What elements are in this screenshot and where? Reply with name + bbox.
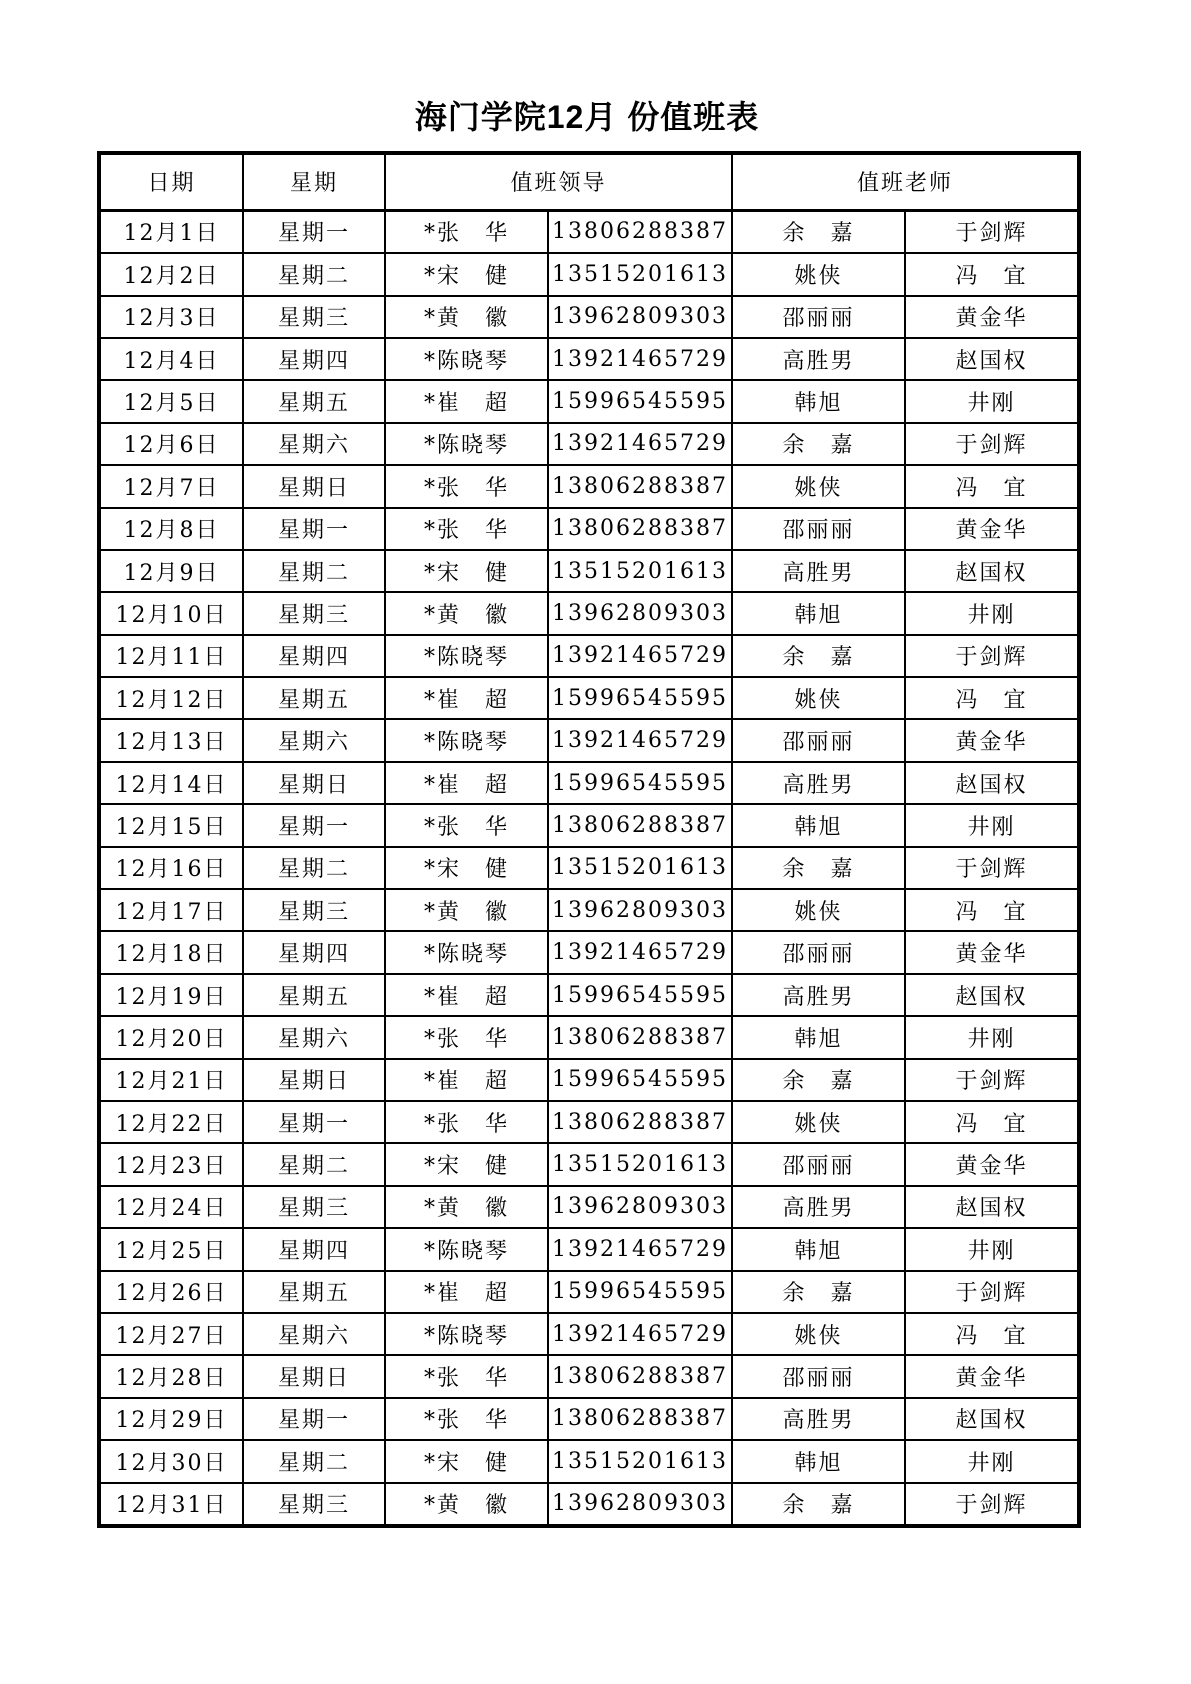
weekday-cell: 星期六 xyxy=(243,719,385,761)
table-row xyxy=(99,1143,1079,1185)
date-cell: 12月23日 xyxy=(99,1143,243,1185)
date-cell: 12月21日 xyxy=(99,1059,243,1101)
teacher2-cell: 冯 宜 xyxy=(905,465,1079,507)
leader-name-cell: *崔 超 xyxy=(385,974,548,1016)
teacher2-cell: 赵国权 xyxy=(905,550,1079,592)
teacher2-cell: 冯 宜 xyxy=(905,1313,1079,1355)
teacher1-cell: 余 嘉 xyxy=(732,1059,905,1101)
teacher1-cell: 余 嘉 xyxy=(732,1271,905,1313)
teacher1-cell: 韩旭 xyxy=(732,380,905,422)
date-cell: 12月27日 xyxy=(99,1313,243,1355)
table-row xyxy=(99,847,1079,889)
teacher2-cell: 于剑辉 xyxy=(905,1059,1079,1101)
teacher2-cell: 黄金华 xyxy=(905,1355,1079,1397)
teacher1-cell: 韩旭 xyxy=(732,592,905,634)
leader-name-cell: *张 华 xyxy=(385,508,548,550)
leader-phone-cell: 13921465729 xyxy=(548,1313,732,1355)
table-row xyxy=(99,508,1079,550)
leader-name-cell: *宋 健 xyxy=(385,1143,548,1185)
teacher2-cell: 黄金华 xyxy=(905,1143,1079,1185)
date-cell: 12月5日 xyxy=(99,380,243,422)
weekday-cell: 星期六 xyxy=(243,423,385,465)
leader-phone-cell: 13806288387 xyxy=(548,465,732,507)
teacher1-cell: 余 嘉 xyxy=(732,423,905,465)
table-row xyxy=(99,1059,1079,1101)
weekday-cell: 星期三 xyxy=(243,592,385,634)
leader-phone-cell: 13515201613 xyxy=(548,1440,732,1482)
teacher2-cell: 于剑辉 xyxy=(905,847,1079,889)
date-cell: 12月16日 xyxy=(99,847,243,889)
leader-name-cell: *黄 徽 xyxy=(385,1186,548,1228)
weekday-cell: 星期三 xyxy=(243,296,385,338)
weekday-cell: 星期二 xyxy=(243,1143,385,1185)
date-cell: 12月18日 xyxy=(99,931,243,973)
weekday-cell: 星期一 xyxy=(243,508,385,550)
date-cell: 12月12日 xyxy=(99,677,243,719)
header-weekday: 星期 xyxy=(243,153,385,211)
leader-name-cell: *宋 健 xyxy=(385,253,548,295)
header-duty-teachers: 值班老师 xyxy=(732,153,1079,211)
date-cell: 12月14日 xyxy=(99,762,243,804)
date-cell: 12月8日 xyxy=(99,508,243,550)
teacher2-cell: 于剑辉 xyxy=(905,423,1079,465)
leader-phone-cell: 13921465729 xyxy=(548,635,732,677)
weekday-cell: 星期一 xyxy=(243,210,385,253)
teacher1-cell: 邵丽丽 xyxy=(732,1143,905,1185)
teacher2-cell: 井刚 xyxy=(905,1016,1079,1058)
leader-name-cell: *张 华 xyxy=(385,210,548,253)
date-cell: 12月9日 xyxy=(99,550,243,592)
leader-phone-cell: 13962809303 xyxy=(548,889,732,931)
weekday-cell: 星期二 xyxy=(243,1440,385,1482)
leader-phone-cell: 13806288387 xyxy=(548,804,732,846)
leader-name-cell: *宋 健 xyxy=(385,550,548,592)
leader-phone-cell: 15996545595 xyxy=(548,677,732,719)
leader-phone-cell: 13515201613 xyxy=(548,550,732,592)
teacher1-cell: 韩旭 xyxy=(732,1228,905,1270)
table-row xyxy=(99,296,1079,338)
teacher1-cell: 姚侠 xyxy=(732,677,905,719)
date-cell: 12月26日 xyxy=(99,1271,243,1313)
teacher2-cell: 黄金华 xyxy=(905,719,1079,761)
weekday-cell: 星期日 xyxy=(243,1355,385,1397)
date-cell: 12月28日 xyxy=(99,1355,243,1397)
teacher1-cell: 姚侠 xyxy=(732,889,905,931)
leader-phone-cell: 13806288387 xyxy=(548,210,732,253)
leader-name-cell: *张 华 xyxy=(385,1016,548,1058)
table-row xyxy=(99,1186,1079,1228)
weekday-cell: 星期五 xyxy=(243,1271,385,1313)
leader-phone-cell: 13515201613 xyxy=(548,847,732,889)
weekday-cell: 星期五 xyxy=(243,380,385,422)
table-row xyxy=(99,592,1079,634)
table-row xyxy=(99,804,1079,846)
leader-name-cell: *张 华 xyxy=(385,804,548,846)
teacher2-cell: 黄金华 xyxy=(905,931,1079,973)
leader-name-cell: *崔 超 xyxy=(385,380,548,422)
table-row xyxy=(99,1398,1079,1440)
table-row xyxy=(99,465,1079,507)
date-cell: 12月15日 xyxy=(99,804,243,846)
date-cell: 12月1日 xyxy=(99,210,243,253)
leader-name-cell: *陈晓琴 xyxy=(385,931,548,973)
date-cell: 12月20日 xyxy=(99,1016,243,1058)
leader-phone-cell: 13806288387 xyxy=(548,1016,732,1058)
teacher1-cell: 韩旭 xyxy=(732,1440,905,1482)
teacher1-cell: 余 嘉 xyxy=(732,1483,905,1526)
date-cell: 12月17日 xyxy=(99,889,243,931)
teacher2-cell: 赵国权 xyxy=(905,338,1079,380)
teacher1-cell: 姚侠 xyxy=(732,1101,905,1143)
leader-name-cell: *陈晓琴 xyxy=(385,338,548,380)
teacher2-cell: 赵国权 xyxy=(905,1186,1079,1228)
teacher2-cell: 黄金华 xyxy=(905,296,1079,338)
leader-phone-cell: 15996545595 xyxy=(548,380,732,422)
leader-phone-cell: 13962809303 xyxy=(548,296,732,338)
weekday-cell: 星期二 xyxy=(243,253,385,295)
duty-roster-table xyxy=(97,151,1081,1528)
table-row xyxy=(99,338,1079,380)
table-row xyxy=(99,889,1079,931)
leader-name-cell: *张 华 xyxy=(385,1101,548,1143)
table-row xyxy=(99,1313,1079,1355)
leader-name-cell: *黄 徽 xyxy=(385,296,548,338)
teacher1-cell: 邵丽丽 xyxy=(732,719,905,761)
leader-name-cell: *黄 徽 xyxy=(385,1483,548,1526)
table-row xyxy=(99,423,1079,465)
table-body xyxy=(99,210,1079,1526)
weekday-cell: 星期日 xyxy=(243,762,385,804)
teacher1-cell: 邵丽丽 xyxy=(732,931,905,973)
date-cell: 12月13日 xyxy=(99,719,243,761)
header-date: 日期 xyxy=(99,153,243,211)
leader-phone-cell: 13515201613 xyxy=(548,1143,732,1185)
teacher2-cell: 井刚 xyxy=(905,1228,1079,1270)
teacher1-cell: 余 嘉 xyxy=(732,210,905,253)
leader-phone-cell: 13515201613 xyxy=(548,253,732,295)
table-row xyxy=(99,1101,1079,1143)
leader-phone-cell: 15996545595 xyxy=(548,1271,732,1313)
leader-name-cell: *张 华 xyxy=(385,1355,548,1397)
teacher1-cell: 姚侠 xyxy=(732,253,905,295)
teacher1-cell: 高胜男 xyxy=(732,1398,905,1440)
leader-phone-cell: 13806288387 xyxy=(548,1101,732,1143)
leader-name-cell: *崔 超 xyxy=(385,1271,548,1313)
teacher2-cell: 冯 宜 xyxy=(905,677,1079,719)
table-row xyxy=(99,253,1079,295)
leader-name-cell: *崔 超 xyxy=(385,1059,548,1101)
leader-name-cell: *张 华 xyxy=(385,1398,548,1440)
leader-name-cell: *陈晓琴 xyxy=(385,423,548,465)
teacher2-cell: 冯 宜 xyxy=(905,889,1079,931)
table-row xyxy=(99,762,1079,804)
teacher2-cell: 于剑辉 xyxy=(905,635,1079,677)
date-cell: 12月7日 xyxy=(99,465,243,507)
table-row xyxy=(99,1483,1079,1526)
leader-name-cell: *陈晓琴 xyxy=(385,635,548,677)
teacher2-cell: 井刚 xyxy=(905,804,1079,846)
teacher2-cell: 赵国权 xyxy=(905,762,1079,804)
weekday-cell: 星期日 xyxy=(243,1059,385,1101)
teacher1-cell: 高胜男 xyxy=(732,974,905,1016)
header-row xyxy=(99,153,1079,211)
leader-name-cell: *陈晓琴 xyxy=(385,1313,548,1355)
teacher1-cell: 姚侠 xyxy=(732,465,905,507)
teacher2-cell: 井刚 xyxy=(905,380,1079,422)
date-cell: 12月3日 xyxy=(99,296,243,338)
weekday-cell: 星期五 xyxy=(243,974,385,1016)
table-row xyxy=(99,1440,1079,1482)
date-cell: 12月29日 xyxy=(99,1398,243,1440)
teacher2-cell: 井刚 xyxy=(905,592,1079,634)
teacher1-cell: 韩旭 xyxy=(732,1016,905,1058)
leader-phone-cell: 13962809303 xyxy=(548,1186,732,1228)
teacher2-cell: 于剑辉 xyxy=(905,210,1079,253)
weekday-cell: 星期一 xyxy=(243,1101,385,1143)
leader-name-cell: *黄 徽 xyxy=(385,889,548,931)
leader-name-cell: *宋 健 xyxy=(385,1440,548,1482)
teacher1-cell: 高胜男 xyxy=(732,550,905,592)
leader-name-cell: *张 华 xyxy=(385,465,548,507)
table-row xyxy=(99,1016,1079,1058)
weekday-cell: 星期四 xyxy=(243,931,385,973)
table-row xyxy=(99,550,1079,592)
page-title: 海门学院12月 份值班表 xyxy=(414,99,760,135)
weekday-cell: 星期五 xyxy=(243,677,385,719)
date-cell: 12月19日 xyxy=(99,974,243,1016)
teacher1-cell: 高胜男 xyxy=(732,338,905,380)
table-row xyxy=(99,677,1079,719)
date-cell: 12月25日 xyxy=(99,1228,243,1270)
weekday-cell: 星期六 xyxy=(243,1016,385,1058)
leader-phone-cell: 15996545595 xyxy=(548,1059,732,1101)
table-row xyxy=(99,1271,1079,1313)
teacher1-cell: 邵丽丽 xyxy=(732,508,905,550)
leader-name-cell: *崔 超 xyxy=(385,762,548,804)
weekday-cell: 星期六 xyxy=(243,1313,385,1355)
teacher1-cell: 高胜男 xyxy=(732,762,905,804)
leader-phone-cell: 13806288387 xyxy=(548,1398,732,1440)
date-cell: 12月22日 xyxy=(99,1101,243,1143)
leader-phone-cell: 13921465729 xyxy=(548,719,732,761)
leader-phone-cell: 13921465729 xyxy=(548,1228,732,1270)
header-duty-leader: 值班领导 xyxy=(385,153,732,211)
teacher1-cell: 高胜男 xyxy=(732,1186,905,1228)
teacher2-cell: 于剑辉 xyxy=(905,1483,1079,1526)
leader-phone-cell: 13962809303 xyxy=(548,1483,732,1526)
weekday-cell: 星期四 xyxy=(243,1228,385,1270)
leader-name-cell: *黄 徽 xyxy=(385,592,548,634)
weekday-cell: 星期二 xyxy=(243,847,385,889)
weekday-cell: 星期一 xyxy=(243,804,385,846)
leader-phone-cell: 13806288387 xyxy=(548,508,732,550)
table-row xyxy=(99,974,1079,1016)
teacher1-cell: 邵丽丽 xyxy=(732,1355,905,1397)
table-row xyxy=(99,1355,1079,1397)
table-row xyxy=(99,635,1079,677)
leader-phone-cell: 13962809303 xyxy=(548,592,732,634)
teacher1-cell: 姚侠 xyxy=(732,1313,905,1355)
teacher2-cell: 赵国权 xyxy=(905,1398,1079,1440)
leader-phone-cell: 13806288387 xyxy=(548,1355,732,1397)
table-row xyxy=(99,931,1079,973)
weekday-cell: 星期三 xyxy=(243,889,385,931)
weekday-cell: 星期三 xyxy=(243,1186,385,1228)
date-cell: 12月6日 xyxy=(99,423,243,465)
leader-phone-cell: 13921465729 xyxy=(548,423,732,465)
date-cell: 12月11日 xyxy=(99,635,243,677)
weekday-cell: 星期四 xyxy=(243,635,385,677)
date-cell: 12月2日 xyxy=(99,253,243,295)
table-row xyxy=(99,210,1079,253)
teacher2-cell: 赵国权 xyxy=(905,974,1079,1016)
table-row xyxy=(99,380,1079,422)
leader-phone-cell: 15996545595 xyxy=(548,762,732,804)
teacher1-cell: 韩旭 xyxy=(732,804,905,846)
leader-name-cell: *陈晓琴 xyxy=(385,719,548,761)
leader-name-cell: *崔 超 xyxy=(385,677,548,719)
weekday-cell: 星期一 xyxy=(243,1398,385,1440)
teacher1-cell: 余 嘉 xyxy=(732,635,905,677)
leader-phone-cell: 15996545595 xyxy=(548,974,732,1016)
date-cell: 12月24日 xyxy=(99,1186,243,1228)
teacher2-cell: 于剑辉 xyxy=(905,1271,1079,1313)
teacher1-cell: 余 嘉 xyxy=(732,847,905,889)
weekday-cell: 星期二 xyxy=(243,550,385,592)
weekday-cell: 星期三 xyxy=(243,1483,385,1526)
teacher2-cell: 井刚 xyxy=(905,1440,1079,1482)
teacher2-cell: 冯 宜 xyxy=(905,1101,1079,1143)
weekday-cell: 星期日 xyxy=(243,465,385,507)
table-row xyxy=(99,719,1079,761)
leader-name-cell: *陈晓琴 xyxy=(385,1228,548,1270)
table-row xyxy=(99,1228,1079,1270)
date-cell: 12月30日 xyxy=(99,1440,243,1482)
leader-phone-cell: 13921465729 xyxy=(548,931,732,973)
teacher1-cell: 邵丽丽 xyxy=(732,296,905,338)
date-cell: 12月31日 xyxy=(99,1483,243,1526)
date-cell: 12月10日 xyxy=(99,592,243,634)
leader-phone-cell: 13921465729 xyxy=(548,338,732,380)
date-cell: 12月4日 xyxy=(99,338,243,380)
leader-name-cell: *宋 健 xyxy=(385,847,548,889)
weekday-cell: 星期四 xyxy=(243,338,385,380)
teacher2-cell: 冯 宜 xyxy=(905,253,1079,295)
teacher2-cell: 黄金华 xyxy=(905,508,1079,550)
